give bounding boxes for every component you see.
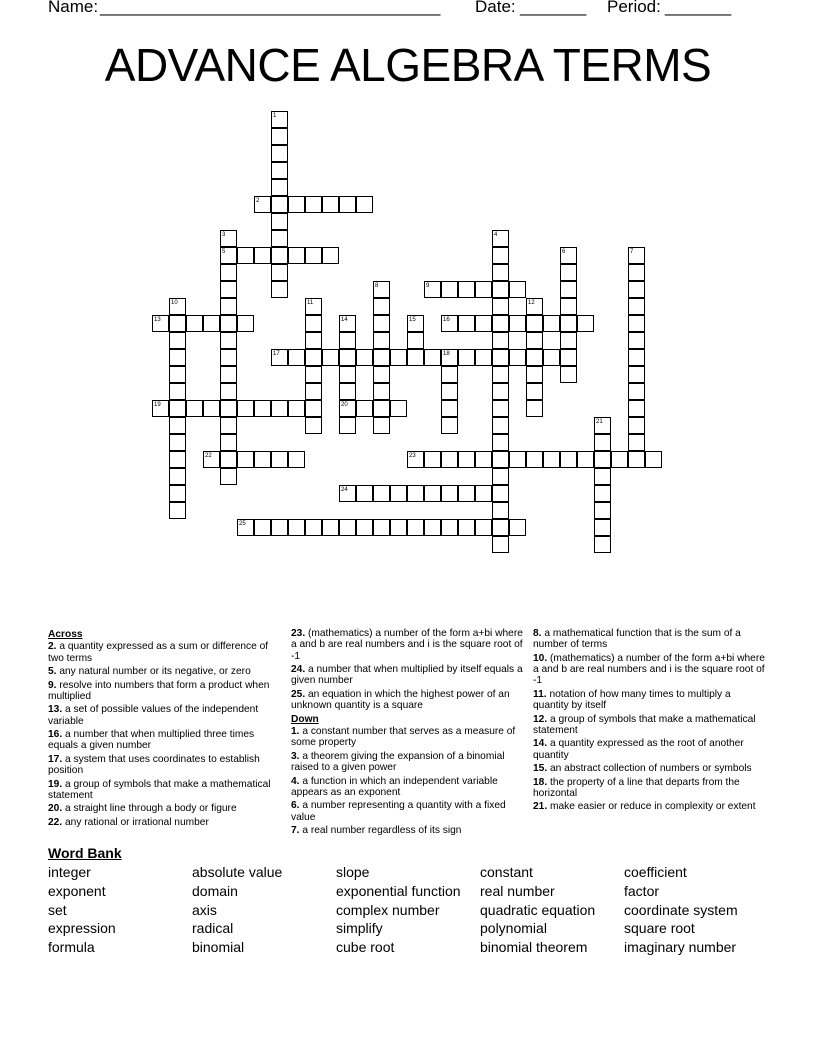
- across-clue: 24. a number that when multiplied by itself equals a given number: [291, 664, 523, 687]
- crossword-cell[interactable]: [560, 332, 577, 349]
- crossword-cell[interactable]: [492, 383, 509, 400]
- crossword-cell[interactable]: [169, 315, 186, 332]
- down-clue: 21. make easier or reduce in complexity or extent: [533, 801, 756, 813]
- crossword-cell[interactable]: [594, 468, 611, 485]
- crossword-cell[interactable]: [628, 298, 645, 315]
- crossword-cell[interactable]: [169, 349, 186, 366]
- crossword-cell[interactable]: [373, 298, 390, 315]
- crossword-cell[interactable]: [458, 349, 475, 366]
- crossword-cell[interactable]: [628, 383, 645, 400]
- clue-number: 5: [222, 249, 226, 255]
- crossword-cell[interactable]: [373, 332, 390, 349]
- crossword-cell[interactable]: [390, 519, 407, 536]
- word-bank-item: quadratic equation: [480, 902, 596, 918]
- name-label: Name:: [48, 0, 99, 16]
- crossword-cell[interactable]: [526, 383, 543, 400]
- crossword-cell[interactable]: [509, 519, 526, 536]
- crossword-cell[interactable]: [305, 332, 322, 349]
- crossword-cell[interactable]: [526, 400, 543, 417]
- crossword-cell[interactable]: [458, 485, 475, 502]
- crossword-cell[interactable]: [288, 247, 305, 264]
- word-bank-item: real number: [480, 883, 555, 899]
- period-field[interactable]: _______: [665, 0, 732, 16]
- crossword-cell[interactable]: [424, 451, 441, 468]
- down-clue: 6. a number representing a quantity with a fixed value: [291, 800, 506, 823]
- crossword-cell[interactable]: [526, 315, 543, 332]
- crossword-cell[interactable]: [356, 349, 373, 366]
- crossword-cell[interactable]: [186, 400, 203, 417]
- crossword-cell[interactable]: [339, 196, 356, 213]
- crossword-cell[interactable]: [475, 349, 492, 366]
- crossword-cell[interactable]: [220, 332, 237, 349]
- crossword-cell[interactable]: [220, 417, 237, 434]
- crossword-cell[interactable]: [220, 400, 237, 417]
- crossword-cell[interactable]: [220, 468, 237, 485]
- name-field[interactable]: ____________________________________: [100, 0, 441, 16]
- crossword-cell[interactable]: [509, 349, 526, 366]
- word-bank-item: cube root: [336, 939, 395, 955]
- down-clue: 7. a real number regardless of its sign: [291, 825, 462, 837]
- crossword-cell[interactable]: [220, 298, 237, 315]
- across-clue: 25. an equation in which the highest power of an unknown quantity is a square: [291, 688, 510, 712]
- crossword-cell[interactable]: [271, 230, 288, 247]
- crossword-cell[interactable]: [492, 451, 509, 468]
- down-clue: 10. (mathematics) a number of the form a+bi where a and b are real numbers and i is the square root of -1: [533, 652, 765, 687]
- crossword-cell[interactable]: [373, 485, 390, 502]
- down-clue: 14. a quantity expressed as the root of another quantity: [533, 738, 744, 761]
- across-clue: 19. a group of symbols that make a mathematical statement: [48, 778, 271, 801]
- word-bank-title: Word Bank: [48, 845, 122, 861]
- crossword-cell[interactable]: [492, 434, 509, 451]
- clue-number: 9: [426, 283, 430, 289]
- crossword-cell[interactable]: [560, 349, 577, 366]
- crossword-cell[interactable]: [441, 383, 458, 400]
- word-bank-item: absolute value: [192, 864, 283, 880]
- word-bank-item: imaginary number: [624, 939, 737, 955]
- crossword-cell[interactable]: [339, 383, 356, 400]
- clue-number: 6: [562, 249, 566, 255]
- crossword-cell[interactable]: [271, 451, 288, 468]
- crossword-cell[interactable]: [509, 451, 526, 468]
- crossword-cell[interactable]: [628, 434, 645, 451]
- crossword-cell[interactable]: [220, 281, 237, 298]
- crossword-cell[interactable]: [628, 264, 645, 281]
- crossword-cell[interactable]: [628, 315, 645, 332]
- crossword-cell[interactable]: [628, 417, 645, 434]
- crossword-cell[interactable]: [475, 485, 492, 502]
- word-bank-item: integer: [48, 864, 91, 880]
- across-clue: 17. a system that uses coordinates to establish position: [48, 753, 260, 777]
- crossword-cell[interactable]: [560, 366, 577, 383]
- crossword-cell[interactable]: [169, 451, 186, 468]
- crossword-cell[interactable]: [271, 519, 288, 536]
- crossword-cell[interactable]: [492, 536, 509, 553]
- crossword-cell[interactable]: [271, 145, 288, 162]
- crossword-cell[interactable]: [305, 400, 322, 417]
- crossword-cell[interactable]: [220, 366, 237, 383]
- crossword-cell[interactable]: [271, 247, 288, 264]
- date-label: Date:: [475, 0, 516, 16]
- across-clue: 5. any natural number or its negative, or zero: [48, 666, 251, 678]
- crossword-cell[interactable]: [628, 366, 645, 383]
- clue-number: 16: [443, 317, 450, 323]
- crossword-cell[interactable]: [237, 451, 254, 468]
- page-title: ADVANCE ALGEBRA TERMS: [104, 39, 712, 91]
- crossword-cell[interactable]: [475, 315, 492, 332]
- crossword-cell[interactable]: [339, 417, 356, 434]
- crossword-cell[interactable]: [509, 315, 526, 332]
- word-bank-item: exponential function: [336, 883, 461, 899]
- down-heading: Down: [291, 713, 319, 725]
- crossword-cell[interactable]: [305, 417, 322, 434]
- word-bank-item: polynomial: [480, 920, 547, 936]
- crossword-cell[interactable]: [407, 332, 424, 349]
- word-bank-item: radical: [192, 920, 234, 936]
- crossword-cell[interactable]: [407, 519, 424, 536]
- crossword-cell[interactable]: [305, 349, 322, 366]
- across-clue: 23. (mathematics) a number of the form a+bi where a and b are real numbers and i is the square root of -1: [291, 628, 523, 662]
- word-bank-item: set: [48, 902, 67, 918]
- crossword-cell[interactable]: [390, 400, 407, 417]
- crossword-cell[interactable]: [169, 366, 186, 383]
- clue-number: 15: [409, 317, 416, 323]
- crossword-cell[interactable]: [543, 349, 560, 366]
- crossword-cell[interactable]: [492, 519, 509, 536]
- crossword-cell[interactable]: [407, 485, 424, 502]
- crossword-cell[interactable]: [220, 383, 237, 400]
- crossword-cell[interactable]: [220, 451, 237, 468]
- crossword-cell[interactable]: [288, 400, 305, 417]
- clue-number: 24: [341, 487, 348, 493]
- crossword-cell[interactable]: [560, 298, 577, 315]
- word-bank-item: axis: [192, 902, 217, 918]
- crossword-cell[interactable]: [339, 519, 356, 536]
- crossword-cell[interactable]: [424, 485, 441, 502]
- down-clue: 4. a function in which an independent variable appears as an exponent: [291, 775, 498, 798]
- clue-number: 13: [154, 317, 161, 323]
- crossword-cell[interactable]: [220, 349, 237, 366]
- down-clue: 12. a group of symbols that make a mathematical statement: [533, 713, 756, 736]
- crossword-cell[interactable]: [526, 332, 543, 349]
- clues-column-3: [533, 628, 765, 815]
- crossword-cell[interactable]: [373, 366, 390, 383]
- crossword-cell[interactable]: [543, 451, 560, 468]
- crossword-cell[interactable]: [628, 332, 645, 349]
- crossword-cell[interactable]: [305, 383, 322, 400]
- crossword-cell[interactable]: [492, 264, 509, 281]
- crossword-cell[interactable]: [169, 383, 186, 400]
- crossword-cell[interactable]: [339, 366, 356, 383]
- crossword-cell[interactable]: [271, 400, 288, 417]
- crossword-cell[interactable]: [492, 281, 509, 298]
- across-clue: 13. a set of possible values of the independent variable: [48, 704, 259, 727]
- crossword-cell[interactable]: [220, 264, 237, 281]
- clue-number: 8: [375, 283, 379, 289]
- clue-number: 3: [222, 232, 226, 238]
- crossword-cell[interactable]: [339, 332, 356, 349]
- word-bank-item: square root: [624, 920, 695, 936]
- crossword-cell[interactable]: [169, 332, 186, 349]
- clue-number: 12: [528, 300, 535, 306]
- crossword-cell[interactable]: [594, 519, 611, 536]
- word-bank-item: domain: [192, 883, 238, 899]
- down-clue: 1. a constant number that serves as a measure of some property: [291, 725, 516, 749]
- crossword-cell[interactable]: [441, 281, 458, 298]
- crossword-cell[interactable]: [237, 400, 254, 417]
- crossword-cell[interactable]: [458, 519, 475, 536]
- crossword-cell[interactable]: [271, 196, 288, 213]
- crossword-cell[interactable]: [441, 485, 458, 502]
- crossword-cell[interactable]: [271, 213, 288, 230]
- clue-number: 10: [171, 300, 178, 306]
- crossword-cell[interactable]: [492, 247, 509, 264]
- crossword-cell[interactable]: [441, 366, 458, 383]
- down-clue: 8. a mathematical function that is the sum of a number of terms: [533, 628, 741, 651]
- crossword-cell[interactable]: [475, 451, 492, 468]
- down-clue: 11. notation of how many times to multiply a quantity by itself: [533, 688, 731, 712]
- crossword-cell[interactable]: [203, 315, 220, 332]
- crossword-cell[interactable]: [373, 383, 390, 400]
- crossword-cell[interactable]: [305, 315, 322, 332]
- word-bank-item: slope: [336, 864, 370, 880]
- crossword-cell[interactable]: [220, 315, 237, 332]
- clue-number: 17: [273, 351, 280, 357]
- crossword-cell[interactable]: [271, 162, 288, 179]
- clue-number: 20: [341, 402, 348, 408]
- crossword-cell[interactable]: [390, 485, 407, 502]
- across-clue: 16. a number that when multiplied three times equals a given number: [48, 729, 255, 752]
- crossword-cell[interactable]: [560, 281, 577, 298]
- crossword-cell[interactable]: [220, 434, 237, 451]
- crossword-cell[interactable]: [577, 451, 594, 468]
- crossword-cell[interactable]: [560, 451, 577, 468]
- crossword-cell[interactable]: [492, 502, 509, 519]
- crossword-cell[interactable]: [475, 519, 492, 536]
- crossword-cell[interactable]: [322, 247, 339, 264]
- across-heading: Across: [48, 629, 83, 640]
- crossword-cell[interactable]: [628, 349, 645, 366]
- clue-number: 4: [494, 232, 498, 238]
- crossword-cell[interactable]: [560, 264, 577, 281]
- across-clue: 20. a straight line through a body or figure: [48, 803, 237, 815]
- crossword-cell[interactable]: [305, 196, 322, 213]
- crossword-cell[interactable]: [577, 315, 594, 332]
- clue-number: 21: [596, 419, 603, 425]
- crossword-cell[interactable]: [645, 451, 662, 468]
- crossword-cell[interactable]: [254, 247, 271, 264]
- crossword-cell[interactable]: [441, 400, 458, 417]
- crossword-cell[interactable]: [611, 451, 628, 468]
- crossword-cell[interactable]: [356, 519, 373, 536]
- crossword-cell[interactable]: [594, 451, 611, 468]
- crossword-cell[interactable]: [288, 451, 305, 468]
- crossword-cell[interactable]: [594, 502, 611, 519]
- crossword-cell[interactable]: [288, 196, 305, 213]
- crossword-cell[interactable]: [356, 400, 373, 417]
- crossword-cell[interactable]: [492, 332, 509, 349]
- across-clue: 9. resolve into numbers that form a product when multiplied: [48, 679, 270, 702]
- down-clue: 18. the property of a line that departs from the horizontal: [533, 776, 740, 799]
- clue-number: 7: [630, 249, 634, 255]
- crossword-cell[interactable]: [322, 196, 339, 213]
- crossword-cell[interactable]: [492, 400, 509, 417]
- crossword-cell[interactable]: [254, 519, 271, 536]
- clue-number: 25: [239, 521, 246, 527]
- crossword-cell[interactable]: [390, 349, 407, 366]
- crossword-cell[interactable]: [441, 417, 458, 434]
- clue-number: 22: [205, 453, 212, 459]
- crossword-cell[interactable]: [305, 519, 322, 536]
- crossword-cell[interactable]: [560, 315, 577, 332]
- period-label: Period:: [607, 0, 661, 16]
- crossword-cell[interactable]: [305, 366, 322, 383]
- crossword-cell[interactable]: [373, 315, 390, 332]
- clue-number: 2: [256, 198, 260, 204]
- crossword-cell[interactable]: [169, 468, 186, 485]
- crossword-cell[interactable]: [543, 315, 560, 332]
- word-bank-item: simplify: [336, 920, 383, 936]
- crossword-cell[interactable]: [169, 502, 186, 519]
- crossword-cell[interactable]: [254, 451, 271, 468]
- across-clue: 2. a quantity expressed as a sum or difference of two terms: [48, 641, 269, 664]
- crossword-cell[interactable]: [373, 400, 390, 417]
- crossword-cell[interactable]: [594, 434, 611, 451]
- crossword-cell[interactable]: [458, 281, 475, 298]
- crossword-cell[interactable]: [288, 349, 305, 366]
- word-bank-item: coefficient: [624, 864, 687, 880]
- word-bank-item: constant: [480, 864, 533, 880]
- crossword-cell[interactable]: [237, 315, 254, 332]
- crossword-cell[interactable]: [441, 519, 458, 536]
- crossword-cell[interactable]: [237, 247, 254, 264]
- clue-number: 14: [341, 317, 348, 323]
- crossword-cell[interactable]: [628, 451, 645, 468]
- across-clue: 22. any rational or irrational number: [48, 816, 209, 828]
- down-clue: 3. a theorem giving the expansion of a binomial raised to a given power: [291, 750, 505, 774]
- crossword-cell[interactable]: [492, 366, 509, 383]
- crossword-cell[interactable]: [492, 298, 509, 315]
- crossword-cell[interactable]: [424, 519, 441, 536]
- word-bank-item: coordinate system: [624, 902, 738, 918]
- crossword-cell[interactable]: [492, 315, 509, 332]
- crossword-cell[interactable]: [458, 315, 475, 332]
- crossword-cell[interactable]: [339, 349, 356, 366]
- clue-number: 11: [307, 300, 314, 306]
- word-bank-item: factor: [624, 883, 660, 899]
- crossword-cell[interactable]: [356, 196, 373, 213]
- crossword-cell[interactable]: [526, 349, 543, 366]
- word-bank-item: exponent: [48, 883, 106, 899]
- clues-column-2: [291, 628, 523, 839]
- crossword-cell[interactable]: [594, 536, 611, 553]
- crossword-cell[interactable]: [169, 434, 186, 451]
- clue-number: 23: [409, 453, 416, 459]
- crossword-cell[interactable]: [441, 451, 458, 468]
- crossword-cell[interactable]: [305, 247, 322, 264]
- crossword-cell[interactable]: [628, 400, 645, 417]
- crossword-cell[interactable]: [628, 281, 645, 298]
- date-field[interactable]: _______: [520, 0, 587, 16]
- crossword-cell[interactable]: [271, 179, 288, 196]
- word-bank-item: complex number: [336, 902, 440, 918]
- crossword-cell[interactable]: [271, 264, 288, 281]
- crossword-cell[interactable]: [373, 417, 390, 434]
- down-clue: 15. an abstract collection of numbers or symbols: [533, 763, 752, 775]
- crossword-cell[interactable]: [322, 349, 339, 366]
- word-bank-item: expression: [48, 920, 116, 936]
- crossword-cell[interactable]: [373, 519, 390, 536]
- crossword-cell[interactable]: [526, 366, 543, 383]
- word-bank-item: binomial theorem: [480, 939, 588, 955]
- crossword-cell[interactable]: [169, 417, 186, 434]
- clue-number: 18: [443, 351, 450, 357]
- crossword-cell[interactable]: [169, 485, 186, 502]
- crossword-cell[interactable]: [458, 451, 475, 468]
- word-bank-item: binomial: [192, 939, 245, 955]
- crossword-cell[interactable]: [594, 485, 611, 502]
- crossword-cell[interactable]: [203, 400, 220, 417]
- crossword-cell[interactable]: [288, 519, 305, 536]
- crossword-cell[interactable]: [254, 400, 271, 417]
- crossword-cell[interactable]: [186, 315, 203, 332]
- crossword-cell[interactable]: [509, 281, 526, 298]
- clue-number: 1: [273, 113, 277, 119]
- crossword-cell[interactable]: [322, 519, 339, 536]
- crossword-cell[interactable]: [424, 349, 441, 366]
- crossword-cell[interactable]: [271, 281, 288, 298]
- crossword-cell[interactable]: [169, 400, 186, 417]
- crossword-cell[interactable]: [526, 451, 543, 468]
- crossword-cell[interactable]: [356, 485, 373, 502]
- crossword-cell[interactable]: [407, 349, 424, 366]
- clue-number: 19: [154, 402, 161, 408]
- word-bank-item: formula: [48, 939, 95, 955]
- crossword-cell[interactable]: [492, 468, 509, 485]
- crossword-cell[interactable]: [475, 281, 492, 298]
- crossword-cell[interactable]: [492, 349, 509, 366]
- clues-column-1: [48, 628, 280, 830]
- crossword-cell[interactable]: [492, 417, 509, 434]
- crossword-cell[interactable]: [492, 485, 509, 502]
- crossword-cell[interactable]: [373, 349, 390, 366]
- crossword-cell[interactable]: [271, 128, 288, 145]
